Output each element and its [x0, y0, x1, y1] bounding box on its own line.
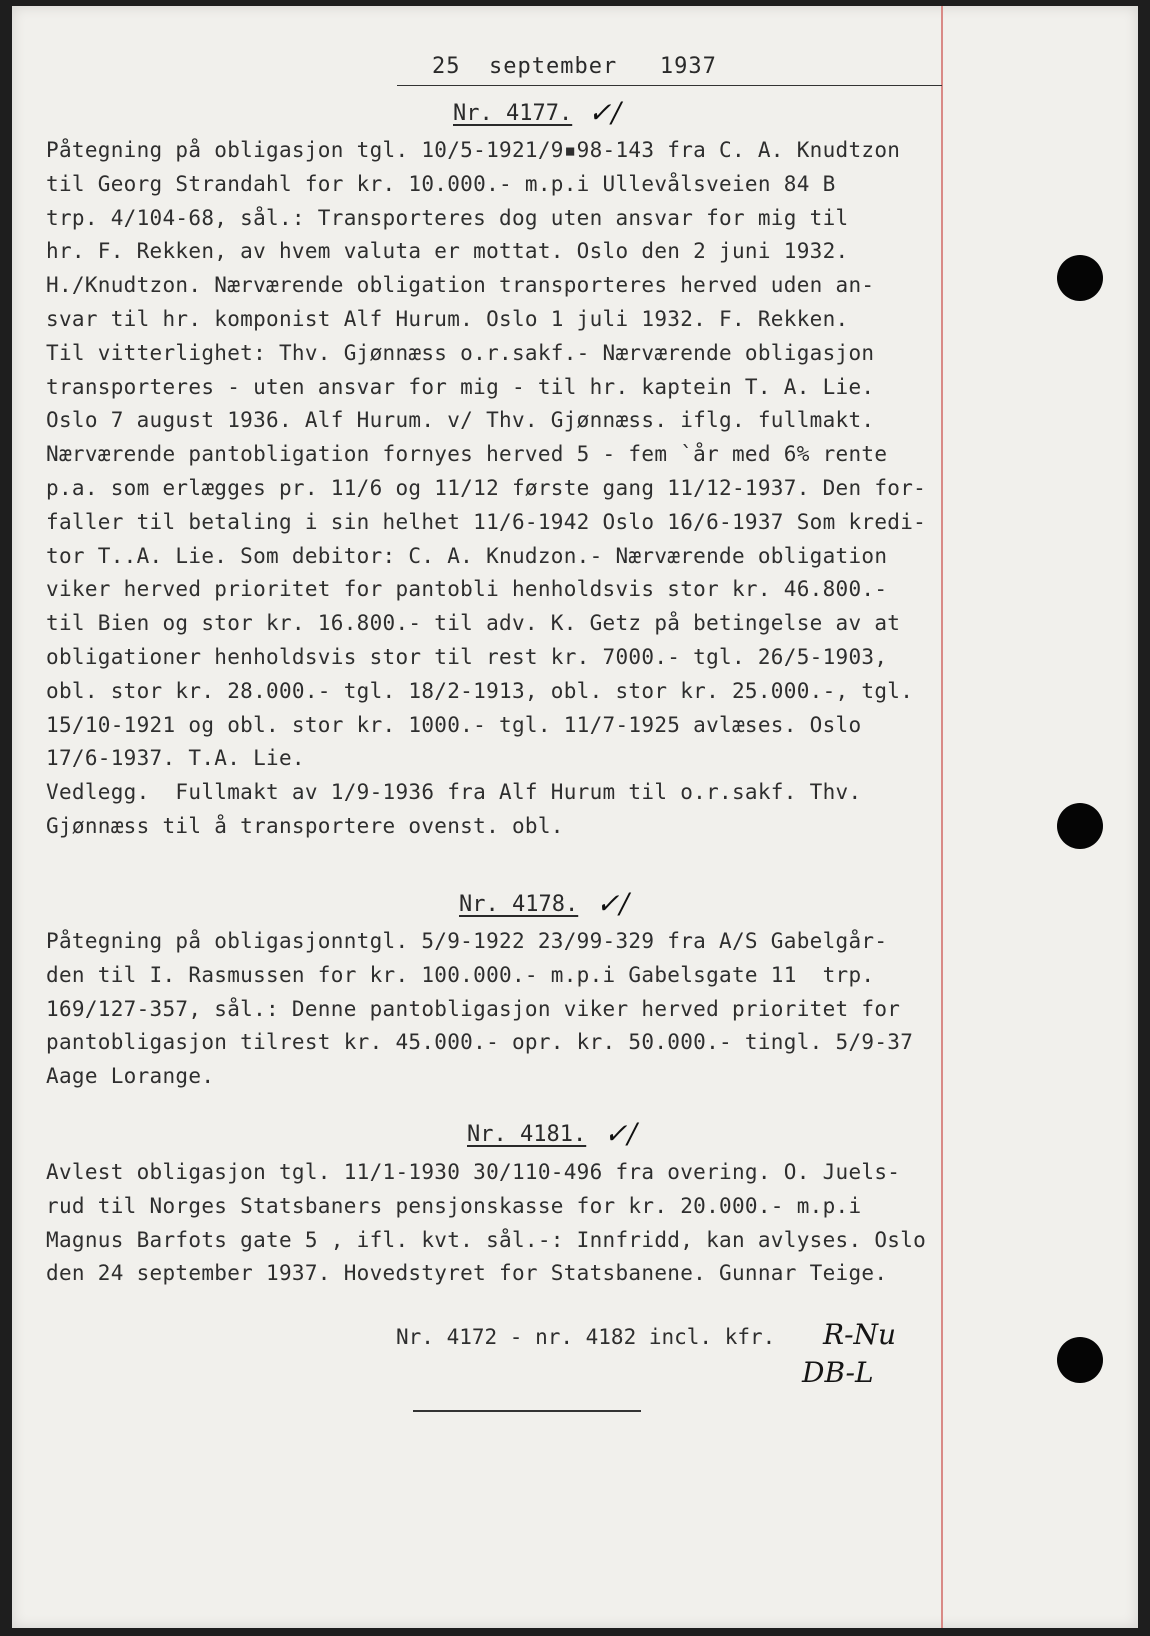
text-line: Oslo 7 august 1936. Alf Hurum. v/ Thv. Gjønnæss. iflg. fullmakt. [46, 408, 875, 433]
punch-hole [1057, 1337, 1103, 1383]
text-line: Avlest obligasjon tgl. 11/1-1930 30/110-496 fra overing. O. Juels- [46, 1160, 901, 1184]
text-line: Påtegning på obligasjonntgl. 5/9-1922 23/99-329 fra A/S Gabelgår- [46, 929, 888, 953]
entry-body [46, 134, 926, 844]
text-line: 15/10-1921 og obl. stor kr. 1000.- tgl. 11/7-1925 avlæses. Oslo [46, 712, 862, 737]
text-line: Nærværende pantobligation fornyes herved 5 - fem `år med 6% rente [46, 442, 888, 467]
entry-number: Nr. 4177. [453, 101, 573, 126]
entry-initials: ✓/ [596, 887, 629, 920]
punch-hole [1057, 255, 1103, 301]
text-line: svar til hr. komponist Alf Hurum. Oslo 1 juli 1932. F. Rekken. [46, 306, 849, 331]
text-line: trp. 4/104-68, sål.: Transporteres dog uten ansvar for mig til [46, 205, 849, 230]
text-line: H./Knudtzon. Nærværende obligation transporteres herved uden an- [46, 273, 875, 298]
text-line: Vedlegg. Fullmakt av 1/9-1936 fra Alf Hurum til o.r.sakf. Thv. [46, 780, 862, 805]
footer-range: Nr. 4172 - nr. 4182 incl. kfr. [396, 1325, 776, 1349]
entry-number: Nr. 4178. [459, 892, 579, 917]
text-line: Aage Lorange. [46, 1064, 215, 1089]
text-line: den 24 september 1937. Hovedstyret for Statsbanene. Gunnar Teige. [46, 1261, 888, 1286]
text-line: den til I. Rasmussen for kr. 100.000.- m.p.i Gabelsgate 11 trp. [46, 962, 875, 987]
text-line: til Georg Strandahl for kr. 10.000.- m.p.i Ullevålsveien 84 B [46, 171, 836, 196]
text-line: Magnus Barfots gate 5 , ifl. kvt. sål.-: Innfridd, kan avlyses. Oslo [46, 1227, 927, 1252]
signature: R-Nu [823, 1318, 897, 1351]
header-rule [397, 85, 942, 86]
signature: DB-L [802, 1356, 874, 1389]
margin-line [941, 6, 943, 1628]
page-date: 25 september 1937 [432, 54, 717, 79]
entry-number: Nr. 4181. [467, 1122, 587, 1147]
text-line: til Bien og stor kr. 16.800.- til adv. K. Getz på betingelse av at [46, 611, 901, 636]
text-line: hr. F. Rekken, av hvem valuta er mottat. Oslo den 2 juni 1932. [46, 239, 849, 264]
entry-body [46, 925, 913, 1094]
entry-initials: ✓/ [604, 1117, 637, 1150]
text-line: pantobligasjon tilrest kr. 45.000.- opr. kr. 50.000.- tingl. 5/9-37 [46, 1030, 914, 1055]
text-line: tor T..A. Lie. Som debitor: C. A. Knudzon.- Nærværende obligation [46, 543, 888, 568]
text-line: transporteres - uten ansvar for mig - til hr. kaptein T. A. Lie. [46, 374, 875, 399]
footer-rule [413, 1410, 641, 1412]
punch-hole [1057, 803, 1103, 849]
text-line: 17/6-1937. T.A. Lie. [46, 746, 305, 771]
text-line: faller til betaling i sin helhet 11/6-1942 Oslo 16/6-1937 Som kredi- [46, 509, 927, 534]
text-line: viker herved prioritet for pantobli henholdsvis stor kr. 46.800.- [46, 577, 888, 602]
text-line: Gjønnæss til å transportere ovenst. obl. [46, 813, 564, 838]
entry-initials: ✓/ [588, 96, 621, 129]
ledger-page [12, 6, 1138, 1628]
entry-body [46, 1156, 926, 1291]
text-line: 169/127-357, sål.: Denne pantobligasjon viker herved prioritet for [46, 996, 901, 1021]
text-line: rud til Norges Statsbaners pensjonskasse for kr. 20.000.- m.p.i [46, 1193, 862, 1218]
text-line: Påtegning på obligasjon tgl. 10/5-1921/9▪98-143 fra C. A. Knudtzon [46, 138, 901, 162]
text-line: p.a. som erlægges pr. 11/6 og 11/12 første gang 11/12-1937. Den for- [46, 475, 927, 500]
text-line: obligationer henholdsvis stor til rest kr. 7000.- tgl. 26/5-1903, [46, 644, 888, 669]
text-line: Til vitterlighet: Thv. Gjønnæss o.r.sakf.- Nærværende obligasjon [46, 340, 875, 365]
text-line: obl. stor kr. 28.000.- tgl. 18/2-1913, obl. stor kr. 25.000.-, tgl. [46, 678, 914, 703]
